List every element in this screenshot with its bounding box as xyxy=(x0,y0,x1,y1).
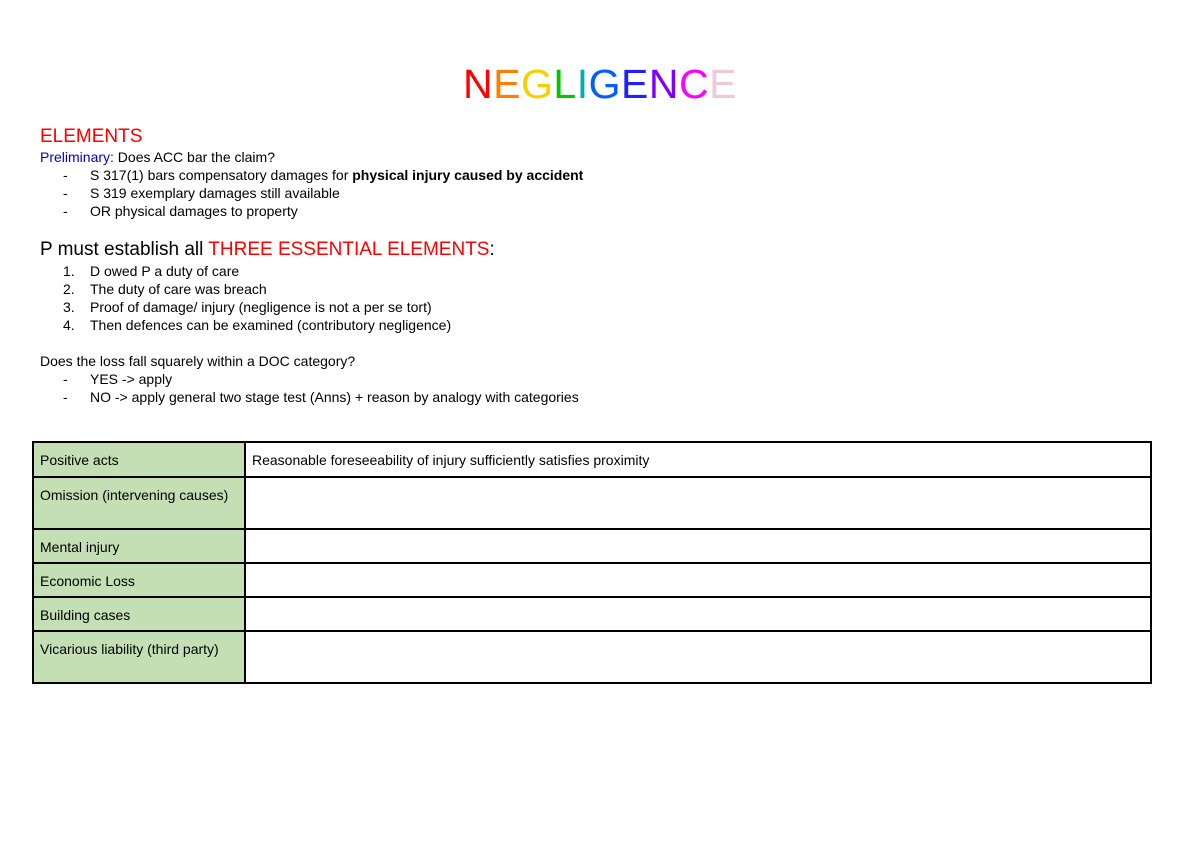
list-item: - NO -> apply general two stage test (Anns) + reason by analogy with categories xyxy=(63,389,579,405)
title-letter: G xyxy=(588,61,622,107)
preliminary-list xyxy=(40,166,1160,220)
description-cell xyxy=(245,563,1151,597)
list-item: - OR physical damages to property xyxy=(63,203,298,219)
description-cell xyxy=(245,529,1151,563)
table-row xyxy=(33,631,1151,683)
category-cell: Mental injury xyxy=(33,529,245,563)
doc-category-table xyxy=(32,441,1152,684)
list-item: 4. Then defences can be examined (contributory negligence) xyxy=(63,317,452,333)
title-letter: N xyxy=(463,61,494,107)
title-letter: E xyxy=(621,61,649,107)
table-row xyxy=(33,597,1151,631)
category-cell: Building cases xyxy=(33,597,245,631)
list-item: 2. The duty of care was breach xyxy=(63,281,267,297)
title-letter: L xyxy=(553,61,577,107)
document-body xyxy=(40,126,1160,406)
description-cell xyxy=(245,477,1151,529)
list-item: - S 317(1) bars compensatory damages for physical injury caused by accident xyxy=(63,167,584,183)
preliminary-question: Does ACC bar the claim? xyxy=(113,149,275,165)
category-cell: Omission (intervening causes) xyxy=(33,477,245,529)
list-item: 1. D owed P a duty of care xyxy=(63,263,240,279)
preliminary-label: Preliminary: xyxy=(40,149,114,165)
table-row xyxy=(33,563,1151,597)
essential-list xyxy=(40,262,1160,334)
description-cell: Reasonable foreseeability of injury sufficiently satisfies proximity xyxy=(245,442,1151,477)
description-cell xyxy=(245,631,1151,683)
list-item: - S 319 exemplary damages still available xyxy=(63,185,340,201)
description-cell xyxy=(245,597,1151,631)
table-row xyxy=(33,529,1151,563)
doc-list xyxy=(40,370,1160,406)
category-cell: Positive acts xyxy=(33,442,245,477)
essential-heading: P must establish all THREE ESSENTIAL ELEMENTS: xyxy=(40,239,495,260)
table-row xyxy=(33,442,1151,477)
title-letter: G xyxy=(521,61,554,107)
elements-heading: ELEMENTS xyxy=(40,126,143,147)
category-cell: Economic Loss xyxy=(33,563,245,597)
page-title xyxy=(0,60,1200,108)
list-item: - YES -> apply xyxy=(63,371,173,387)
table-row xyxy=(33,477,1151,529)
title-letter: I xyxy=(576,61,589,107)
title-letter: C xyxy=(679,61,710,107)
title-letter: E xyxy=(493,61,521,107)
title-letter: E xyxy=(709,61,737,107)
title-letter: N xyxy=(648,61,679,107)
list-item: 3. Proof of damage/ injury (negligence is not a per se tort) xyxy=(63,299,432,315)
preliminary-line xyxy=(40,148,1160,166)
category-cell: Vicarious liability (third party) xyxy=(33,631,245,683)
doc-question: Does the loss fall squarely within a DOC category? xyxy=(40,353,356,369)
